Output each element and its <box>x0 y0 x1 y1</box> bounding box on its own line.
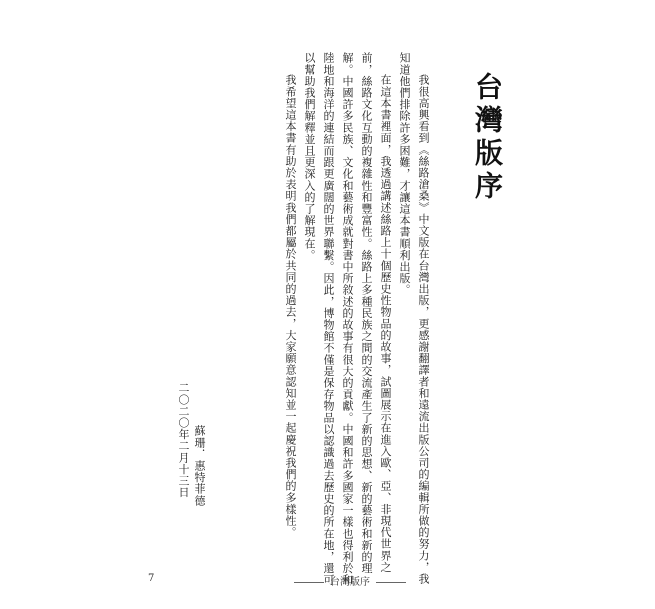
text-column: 解。中國許多民族、文化和藝術成就對書中所敘述的故事有很大的貢獻。中國和許多國家一樣也得利於和 <box>341 52 354 586</box>
page-title: 台灣版序 <box>471 72 504 204</box>
text-column: 知道他們排除許多困難，才讓這本書順利出版。 <box>398 52 411 296</box>
page-number: 7 <box>148 573 155 584</box>
text-column: 陸地和海洋的連結而跟更廣闊的世界聯繫。因此，博物館不僅是保存物品以認識過去歷史的所在地，還可 <box>322 52 335 586</box>
text-column: 我很高興看到《絲路滄桑》中文版在台灣出版，更感謝翻譯者和遠流出版公司的編輯所做的努力，我 <box>417 74 430 585</box>
page-footer <box>0 573 655 589</box>
text-column: 我希望這本書有助於表明我們都屬於共同的過去，大家願意認知並一起慶祝我們的多樣性。 <box>284 74 297 538</box>
signature-date: 二〇二〇年二月十三日 <box>177 382 190 498</box>
text-column: 在這本書裡面，我透過講述絲路上十個歷史性物品的故事，試圖展示在進入歐、亞、非現代世界之 <box>379 74 392 573</box>
running-title: 台灣版序 <box>288 573 412 588</box>
text-column: 以幫助我們解釋並且更深入的了解現在。 <box>303 52 316 261</box>
author-signature: 蘇珊．惠特菲德 <box>193 425 206 507</box>
text-column: 前，絲路文化互動的複雜性和豐富性。絲路上多種民族之間的交流產生了新的思想、新的藝術和新的理 <box>360 52 373 574</box>
